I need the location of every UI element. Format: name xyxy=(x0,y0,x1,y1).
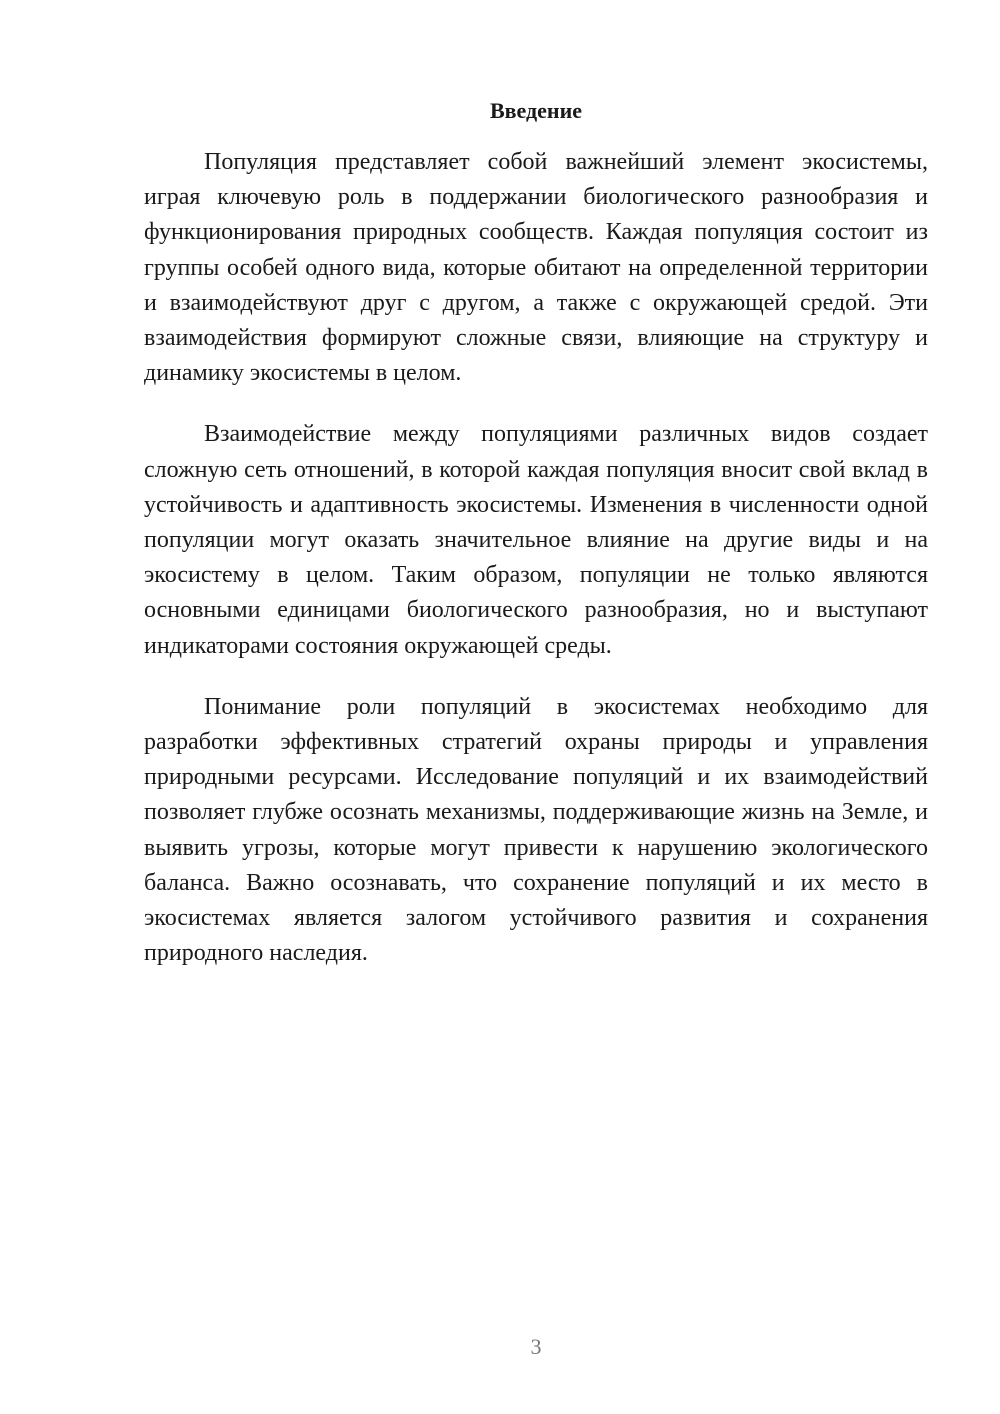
paragraph-1: Популяция представляет собой важнейший элемент экосистемы, играя ключевую роль в поддержании биологического разнообразия и функционирования природных сообществ. Каждая популяция состоит из группы особей одного вида, которые обитают на определенной территории и взаимодействуют друг с другом, а также с окружающей средой. Эти взаимодействия формируют сложные связи, влияющие на структуру и динамику экосистемы в целом. xyxy=(144,149,928,387)
section-title: Введение xyxy=(489,98,583,123)
document-body xyxy=(144,145,928,997)
page-number: 3 xyxy=(530,1334,542,1359)
paragraph-2: Взаимодействие между популяциями различных видов создает сложную сеть отношений, в которой каждая популяция вносит свой вклад в устойчивость и адаптивность экосистемы. Изменения в численности одной популяции могут оказать значительное влияние на другие виды и на экосистему в целом. Таким образом, популяции не только являются основными единицами биологического разнообразия, но и выступают индикаторами состояния окружающей среды. xyxy=(144,421,928,659)
paragraph-3: Понимание роли популяций в экосистемах необходимо для разработки эффективных стратегий охраны природы и управления природными ресурсами. Исследование популяций и их взаимодействий позволяет глубже осознать механизмы, поддерживающие жизнь на Земле, и выявить угрозы, которые могут привести к нарушению экологического баланса. Важно осознавать, что сохранение популяций и их место в экосистемах является залогом устойчивого развития и сохранения природного наследия. xyxy=(144,693,928,967)
